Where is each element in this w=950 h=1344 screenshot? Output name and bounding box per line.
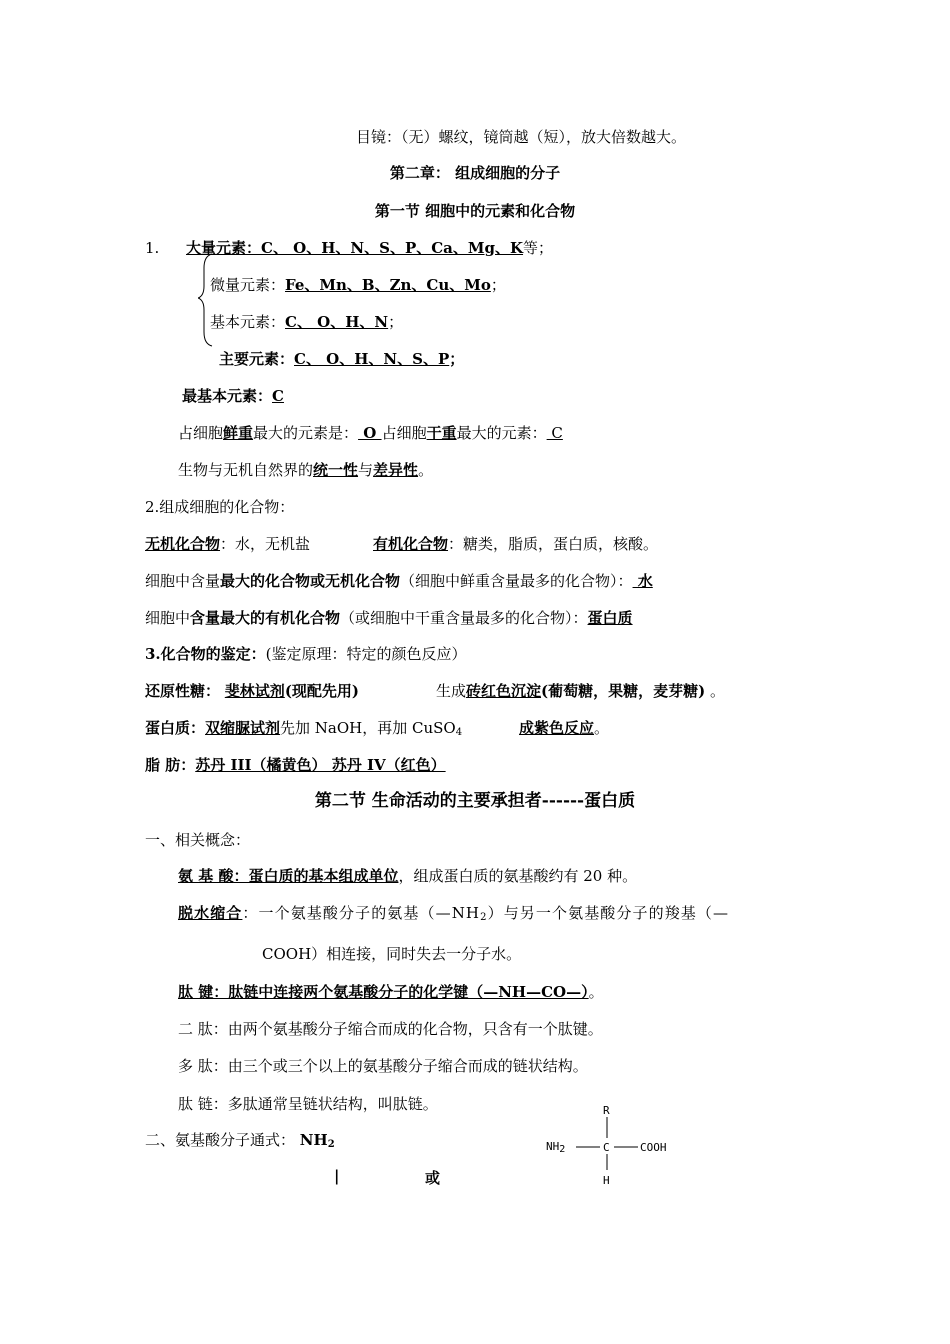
formula-nh2 bbox=[546, 1137, 565, 1160]
text: NH bbox=[299, 1131, 328, 1149]
basic-elements-line bbox=[210, 312, 403, 332]
organic-value: ：糖类，脂质，蛋白质，核酸。 bbox=[448, 535, 659, 553]
text: 氨 基 酸 bbox=[178, 867, 234, 885]
carbon-answer: C bbox=[546, 424, 563, 442]
main-elements-line bbox=[219, 349, 464, 369]
text: 先加 NaOH，再加 CuSO bbox=[280, 719, 456, 737]
text: （细胞中鲜重含量最多的化合物）： bbox=[400, 572, 633, 590]
concepts-title: 一、相关概念： bbox=[145, 831, 251, 849]
fehling-reagent: 斐林试剂 bbox=[224, 682, 285, 700]
main-elements-suffix: ； bbox=[449, 350, 465, 368]
main-elements-label: 主要元素： bbox=[219, 350, 295, 368]
unity-line bbox=[178, 460, 433, 480]
most-basic-element-line bbox=[182, 386, 284, 406]
text: 。 bbox=[710, 682, 726, 700]
text: 2 bbox=[559, 1144, 566, 1155]
text: 最大的元素： bbox=[456, 424, 547, 442]
micro-elements-label: 微量元素： bbox=[210, 276, 286, 294]
reducing-sugar-line bbox=[145, 681, 359, 701]
formula-title-line bbox=[145, 1130, 335, 1155]
text: 生物与无机自然界的 bbox=[178, 461, 314, 479]
eyepiece-note: 目镜：（无）螺纹，镜筒越（短），放大倍数越大。 bbox=[356, 128, 687, 146]
text: (现配先用) bbox=[284, 682, 360, 700]
text: 。 bbox=[418, 461, 434, 479]
item-number: 1. bbox=[145, 239, 160, 257]
text: （或细胞中干重含量最多的化合物）： bbox=[340, 609, 588, 627]
micro-elements-suffix: ； bbox=[490, 276, 506, 294]
text: 脂 肪： bbox=[145, 756, 196, 774]
major-elements-value: ：C、 O、H、N、S、P、Ca、Mg、K bbox=[246, 239, 524, 257]
text: 含量最大的有机化合物 bbox=[190, 609, 341, 627]
micro-elements-value: Fe、Mn、B、Zn、Cu、Mo bbox=[285, 276, 491, 294]
unity-term: 统一性 bbox=[313, 461, 359, 479]
major-elements-suffix: 等； bbox=[523, 239, 554, 257]
peptide-chain-def: 肽 链：多肽通常呈链状结构，叫肽链。 bbox=[178, 1095, 438, 1113]
formula-or: 或 bbox=[425, 1169, 441, 1187]
dehydration-def-cont: COOH）相连接，同时失去一分子水。 bbox=[262, 945, 522, 963]
organic-line bbox=[373, 534, 658, 554]
formula-bond-bar: | bbox=[334, 1167, 340, 1185]
inorganic-label: 无机化合物 bbox=[145, 535, 221, 553]
text: 3.化合物的鉴定： bbox=[145, 645, 266, 663]
formula-cooh: COOH bbox=[640, 1141, 667, 1154]
text: 肽 键：肽链中连接两个氨基酸分子的化学键（—NH—CO—） bbox=[178, 983, 589, 1001]
brace-icon bbox=[198, 252, 218, 348]
major-elements-line bbox=[186, 238, 553, 258]
protein-answer: 蛋白质 bbox=[587, 609, 633, 627]
text: 2 bbox=[480, 912, 488, 923]
text: 二、氨基酸分子通式： bbox=[145, 1131, 296, 1149]
brick-red-precipitate: 砖红色沉淀 bbox=[466, 682, 542, 700]
most-basic-label: 最基本元素： bbox=[182, 387, 273, 405]
section2-title: 第二节 生命活动的主要承担者------蛋白质 bbox=[314, 791, 636, 811]
text: 占细胞 bbox=[178, 424, 224, 442]
compound-types-line bbox=[145, 534, 310, 554]
text: NH bbox=[546, 1140, 560, 1153]
oxygen-answer: O bbox=[358, 424, 382, 442]
polypeptide-def: 多 肽：由三个或三个以上的氨基酸分子缩合而成的链状结构。 bbox=[178, 1057, 588, 1075]
text: 脱水缩合 bbox=[178, 904, 243, 922]
formula-r: R bbox=[603, 1104, 610, 1117]
main-elements-value: C、 O、H、N、S、P bbox=[294, 350, 450, 368]
inorganic-value: ：水，无机盐 bbox=[220, 535, 311, 553]
text: 蛋白质： bbox=[145, 719, 206, 737]
text: 还原性糖： bbox=[145, 682, 221, 700]
formula-h: H bbox=[603, 1174, 610, 1187]
max-organic-line bbox=[145, 608, 633, 628]
text: ：一个氨基酸分子的氨基（—NH bbox=[242, 904, 481, 922]
text: 细胞中 bbox=[145, 609, 191, 627]
text: 最大的元素是： bbox=[253, 424, 359, 442]
text: ：蛋白质的基本组成单位 bbox=[233, 867, 399, 885]
protein-test-line bbox=[145, 718, 462, 743]
purple-reaction: 成紫色反应 bbox=[519, 719, 595, 737]
dehydration-def bbox=[178, 903, 729, 928]
amino-acid-def bbox=[178, 866, 637, 886]
protein-test-result bbox=[519, 718, 609, 738]
basic-elements-value: C、 O、H、N bbox=[285, 313, 389, 331]
fresh-dry-line bbox=[178, 423, 563, 443]
formula-c: C bbox=[603, 1141, 610, 1154]
reducing-sugar-result bbox=[436, 681, 725, 701]
organic-label: 有机化合物 bbox=[373, 535, 449, 553]
text: (鉴定原理：特定的颜色反应） bbox=[265, 645, 467, 663]
text: 2 bbox=[327, 1139, 335, 1150]
water-answer: 水 bbox=[632, 572, 653, 590]
fresh-weight: 鲜重 bbox=[223, 424, 254, 442]
basic-elements-label: 基本元素： bbox=[210, 313, 286, 331]
peptide-bond-def bbox=[178, 982, 604, 1002]
max-compound-line bbox=[145, 571, 653, 591]
compounds-title: 2.组成细胞的化合物： bbox=[145, 498, 295, 516]
text: 最大的化合物或无机化合物 bbox=[220, 572, 401, 590]
text: (葡萄糖，果糖，麦芽糖) bbox=[541, 682, 706, 700]
section1-title: 第一节 细胞中的元素和化合物 bbox=[374, 202, 576, 220]
text: 。 bbox=[594, 719, 610, 737]
major-elements-label: 大量元素 bbox=[186, 239, 247, 257]
dry-weight: 干重 bbox=[426, 424, 457, 442]
most-basic-value: C bbox=[272, 387, 284, 405]
text: ）与另一个氨基酸分子的羧基（— bbox=[487, 904, 730, 922]
micro-elements-line bbox=[210, 275, 506, 295]
text: 生成 bbox=[436, 682, 467, 700]
text: 细胞中含量 bbox=[145, 572, 221, 590]
chapter-title: 第二章： 组成细胞的分子 bbox=[389, 164, 561, 182]
text: 占细胞 bbox=[381, 424, 427, 442]
text: 。 bbox=[588, 983, 604, 1001]
fat-test-line bbox=[145, 755, 446, 775]
difference-term: 差异性 bbox=[373, 461, 419, 479]
sudan-reagents: 苏丹 III（橘黄色） 苏丹 IV（红色） bbox=[195, 756, 446, 774]
dipeptide-def: 二 肽：由两个氨基酸分子缩合而成的化合物，只含有一个肽键。 bbox=[178, 1020, 603, 1038]
basic-elements-suffix: ； bbox=[388, 313, 404, 331]
biuret-reagent: 双缩脲试剂 bbox=[205, 719, 281, 737]
text: ，组成蛋白质的氨基酸约有 20 种。 bbox=[398, 867, 638, 885]
text: 与 bbox=[358, 461, 374, 479]
text: 4 bbox=[455, 727, 463, 738]
identification-title bbox=[145, 644, 467, 664]
